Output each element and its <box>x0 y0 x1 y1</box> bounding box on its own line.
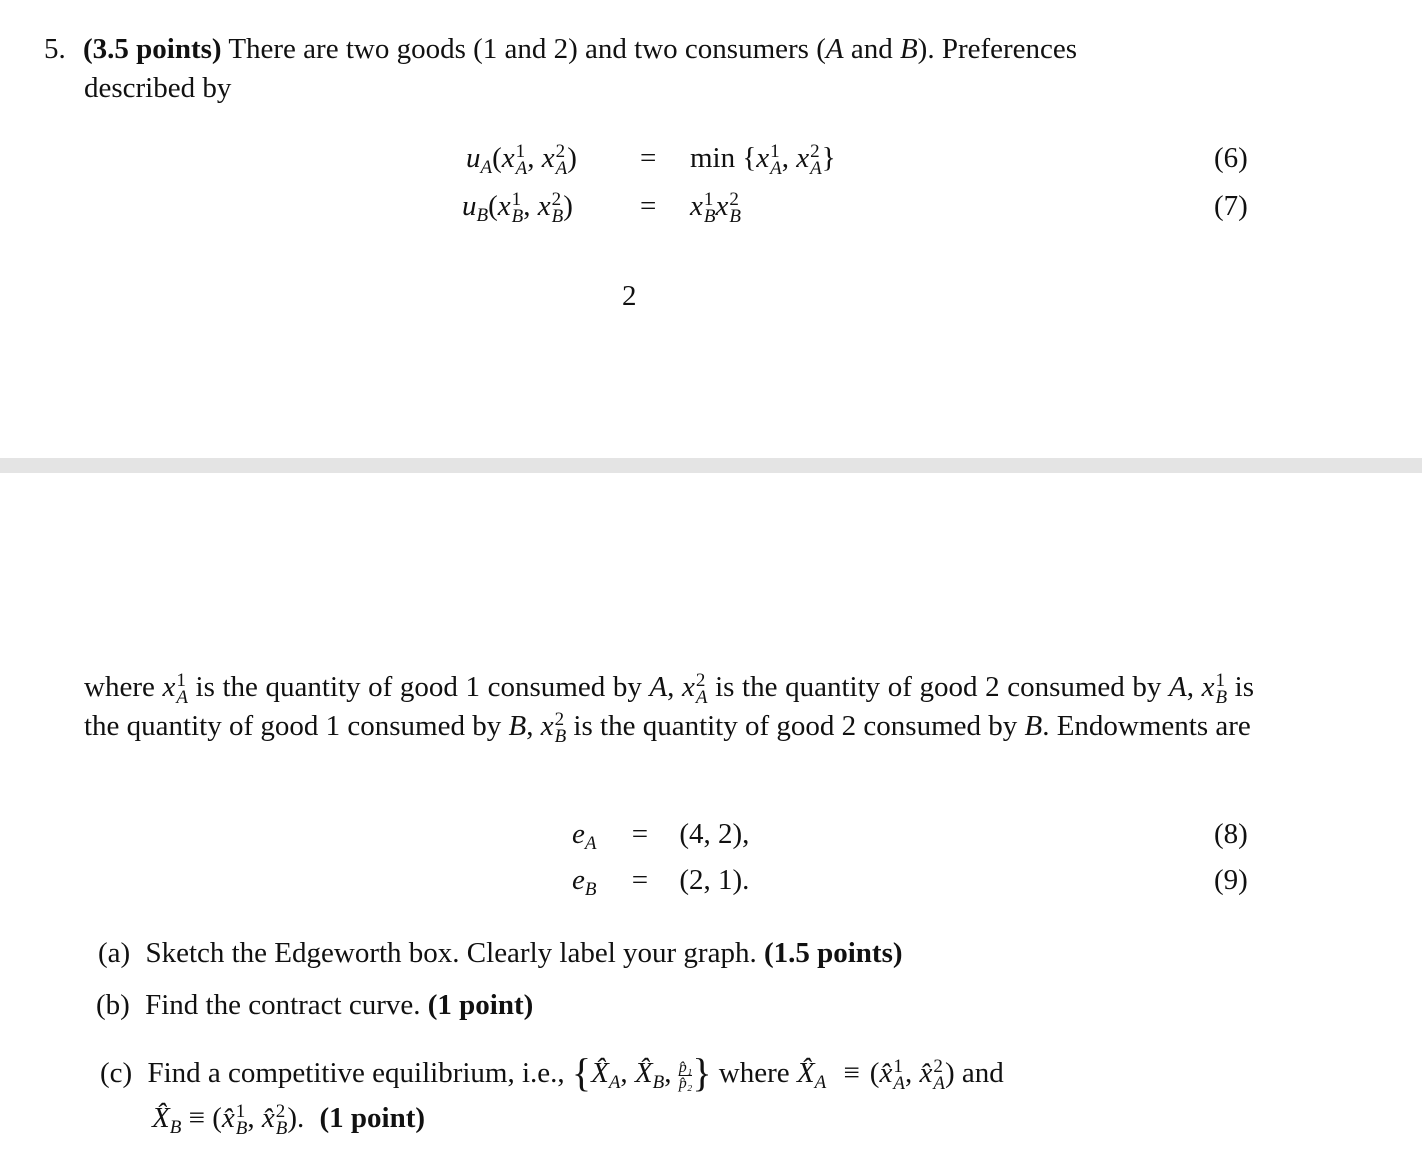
page-separator <box>0 458 1422 473</box>
equation-number-9: (9) <box>1214 864 1248 896</box>
definitions-paragraph: where x 1 A is the quantity of good 1 consumed by A, x 2 A is the quantity of good 2 consumed by A, x 1 B is the quantity of good 1 consumed by B, x 2 B is the quantity of good 2 consumed by B. Endowments are <box>84 670 1255 748</box>
item-c: (c) Find a competitive equilibrium, i.e., {$X̂_A$, $X̂_B$, $\frac{\text{p̂₁}}{\text{p̂₂}}$ } where $X̂_A$ ≡ (x̂ 1 A , x̂ 2 A ) and <box>100 1050 1004 1095</box>
equation-number-6: (6) <box>1214 142 1248 174</box>
equation-number-7: (7) <box>1214 190 1248 222</box>
consumer-a: A <box>825 33 844 65</box>
equation-number-8: (8) <box>1214 818 1248 850</box>
problem-header <box>44 33 1077 66</box>
intro-text: ). Preferences <box>917 33 1078 65</box>
page-number: 2 <box>622 280 637 312</box>
item-b: (b) Find the contract curve. (1 point) <box>96 989 534 1021</box>
problem-number: 5. <box>44 33 66 65</box>
consumer-b: B <box>899 33 918 65</box>
intro-text: and <box>843 33 900 65</box>
intro-text: There are two goods (1 and 2) and two consumers ( <box>228 33 826 65</box>
endowment-B: $e_B = (2$, 1). <box>572 864 750 900</box>
problem-points: (3.5 points) <box>83 33 222 65</box>
intro-line-2: described by <box>84 72 232 104</box>
item-a: (a) Sketch the Edgeworth box. Clearly label your graph. (1.5 points) <box>98 937 903 969</box>
item-c-line-2: $X̂_B$ ≡ (x̂ 1 B , x̂ 2 B ). (1 point) <box>152 1101 426 1140</box>
endowment-A: $e_A = (4$, 2), <box>572 818 750 854</box>
